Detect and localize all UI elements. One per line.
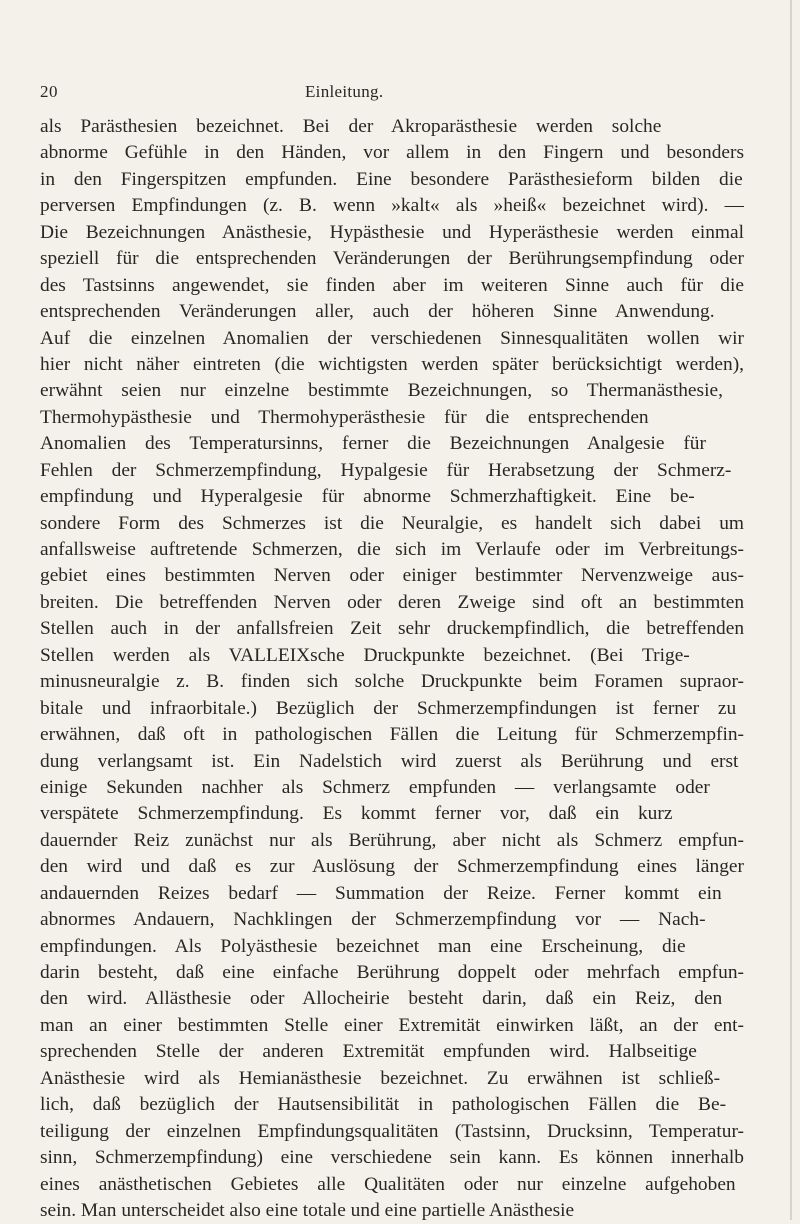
text-line: darin besteht, daß eine einfache Berührung doppelt oder mehrfach empfun-	[40, 962, 744, 983]
text-line: den wird und daß es zur Auslösung der Schmerzempfindung eines länger	[40, 856, 744, 878]
text-line: teiligung der einzelnen Empfindungsqualitäten (Tastsinn, Drucksinn, Temperatur-	[40, 1120, 744, 1142]
text-line: breiten. Die betreffenden Nerven oder deren Zweige sind oft an bestimmten	[40, 591, 744, 613]
running-head: Einleitung.	[305, 82, 384, 101]
text-line: Die Bezeichnungen Anästhesie, Hypästhesie und Hyperästhesie werden einmal	[40, 221, 744, 243]
text-line: empfindung und Hyperalgesie für abnorme Schmerzhaftigkeit. Eine be-	[40, 486, 695, 508]
text-line: anfallsweise auftretende Schmerzen, die sich im Verlaufe oder im Verbreitungs-	[40, 539, 744, 560]
text-line: abnorme Gefühle in den Händen, vor allem in den Fingern und besonders	[40, 142, 744, 164]
text-line: gebiet eines bestimmten Nerven oder einiger bestimmter Nervenzweige aus-	[40, 565, 744, 587]
text-line: einige Sekunden nachher als Schmerz empfunden — verlangsamte oder	[40, 776, 710, 798]
text-line: eines anästhetischen Gebietes alle Qualitäten oder nur einzelne aufgehoben	[40, 1173, 736, 1195]
text-line: hier nicht näher eintreten (die wichtigsten werden später berücksichtigt werden),	[40, 353, 744, 375]
text-line: Fehlen der Schmerzempfindung, Hypalgesie für Herabsetzung der Schmerz-	[40, 459, 732, 481]
text-line: sprechenden Stelle der anderen Extremität empfunden wird. Halbseitige	[40, 1041, 697, 1063]
text-line: verspätete Schmerzempfindung. Es kommt ferner vor, daß ein kurz	[40, 803, 673, 825]
text-line: Anomalien des Temperatursinns, ferner die Bezeichnungen Analgesie für	[40, 433, 706, 455]
text-line: sinn, Schmerzempfindung) eine verschiedene sein kann. Es können innerhalb	[40, 1147, 744, 1169]
text-line: Thermohypästhesie und Thermohyperästhesie für die entsprechenden	[40, 406, 649, 428]
text-line: Stellen auch in der anfallsfreien Zeit sehr druckempfindlich, die betreffenden	[40, 618, 744, 640]
text-line: dung verlangsamt ist. Ein Nadelstich wird zuerst als Berührung und erst	[40, 750, 739, 772]
text-line: erwähnt seien nur einzelne bestimmte Bezeichnungen, so Thermanästhesie,	[40, 380, 723, 402]
text-line: perversen Empfindungen (z. B. wenn »kalt« als »heiß« bezeichnet wird). —	[40, 195, 744, 217]
text-line: minusneuralgie z. B. finden sich solche Druckpunkte beim Foramen supraor-	[40, 671, 744, 693]
text-line: lich, daß bezüglich der Hautsensibilität in pathologischen Fällen die Be-	[40, 1094, 727, 1116]
text-line: empfindungen. Als Polyästhesie bezeichnet man eine Erscheinung, die	[40, 935, 686, 957]
body-text	[40, 114, 744, 1224]
page-number: 20	[40, 82, 58, 101]
text-line: speziell für die entsprechenden Veränderungen der Berührungsempfindung oder	[40, 248, 744, 270]
text-line: Stellen werden als VALLEIXsche Druckpunkte bezeichnet. (Bei Trige-	[40, 644, 690, 666]
text-line: in den Fingerspitzen empfunden. Eine besondere Parästhesieform bilden die	[40, 168, 743, 190]
text-line: sein. Man unterscheidet also eine totale und eine partielle Anästhesie	[40, 1199, 575, 1221]
text-line: Auf die einzelnen Anomalien der verschiedenen Sinnesqualitäten wollen wir	[40, 327, 744, 349]
text-line: bitale und infraorbitale.) Bezüglich der Schmerzempfindungen ist ferner zu	[40, 697, 737, 719]
text-line: entsprechenden Veränderungen aller, auch der höheren Sinne Anwendung.	[40, 301, 715, 323]
text-line: dauernder Reiz zunächst nur als Berührung, aber nicht als Schmerz empfun-	[40, 829, 744, 851]
text-line: Anästhesie wird als Hemianästhesie bezeichnet. Zu erwähnen ist schließ-	[40, 1067, 721, 1089]
text-line: des Tastsinns angewendet, sie finden aber im weiteren Sinne auch für die	[40, 274, 744, 296]
text-line: den wird. Allästhesie oder Allocheirie besteht darin, daß ein Reiz, den	[40, 988, 723, 1010]
page-header	[40, 82, 740, 106]
text-line: andauernden Reizes bedarf — Summation der Reize. Ferner kommt ein	[40, 882, 722, 904]
page-edge-shadow	[790, 0, 792, 1220]
text-line: sondere Form des Schmerzes ist die Neuralgie, es handelt sich dabei um	[40, 512, 744, 534]
text-line: als Parästhesien bezeichnet. Bei der Akroparästhesie werden solche	[40, 116, 662, 137]
text-line: abnormes Andauern, Nachklingen der Schmerzempfindung vor — Nach-	[40, 909, 706, 931]
text-line: erwähnen, daß oft in pathologischen Fällen die Leitung für Schmerzempfin-	[40, 724, 744, 746]
text-line: man an einer bestimmten Stelle einer Extremität einwirken läßt, an der ent-	[40, 1014, 744, 1036]
